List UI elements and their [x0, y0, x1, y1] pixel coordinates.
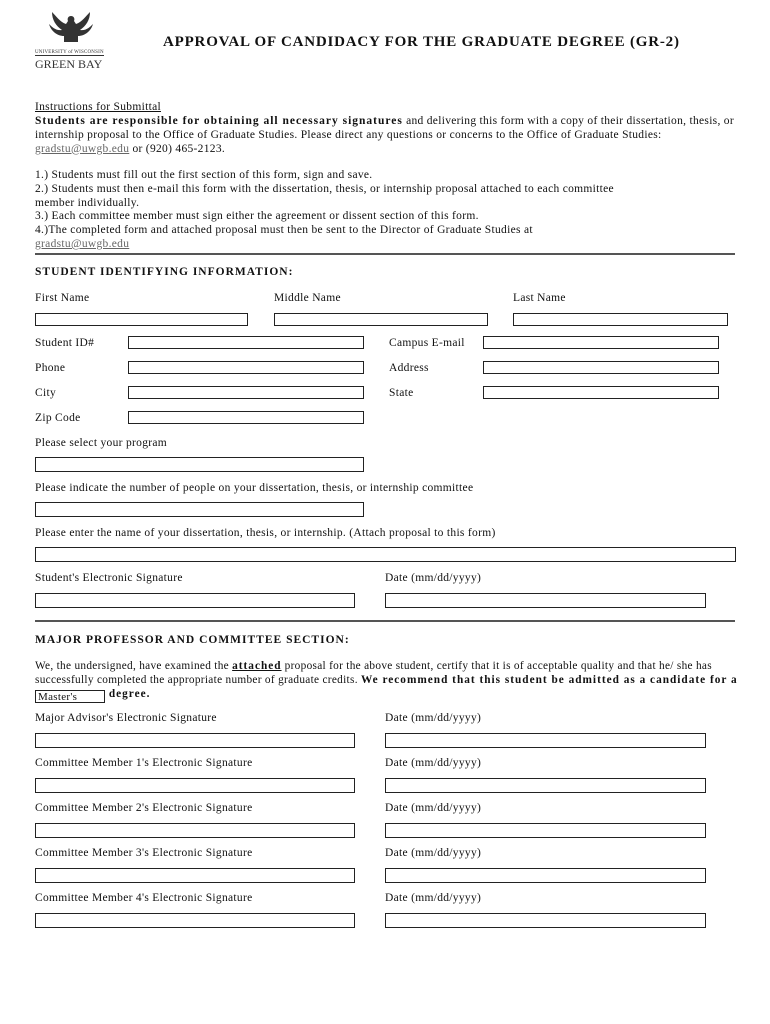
step: 4.)The completed form and attached proposal must then be sent to the Director of Graduate Studies at [35, 224, 533, 237]
dissertation-title-input[interactable] [35, 547, 736, 562]
signature-label: Committee Member 4's Electronic Signature [35, 892, 253, 904]
address-input[interactable] [483, 361, 719, 374]
label: City [35, 387, 57, 399]
phoenix-icon [35, 10, 107, 50]
label: Last Name [513, 292, 566, 304]
signature-input[interactable] [35, 778, 355, 793]
steps-list [35, 169, 625, 252]
signature-label: Committee Member 1's Electronic Signature [35, 757, 253, 769]
step: 1.) Students must fill out the first section of this form, sign and save. [35, 169, 373, 181]
middle-name-input[interactable] [274, 313, 488, 326]
committee-count-input[interactable] [35, 502, 364, 517]
date-input[interactable] [385, 913, 706, 928]
label: Please enter the name of your dissertation, thesis, or internship. (Attach proposal to this form) [35, 527, 496, 539]
date-label: Date (mm/dd/yyyy) [385, 892, 482, 904]
last-name-input[interactable] [513, 313, 728, 326]
step: 3.) Each committee member must sign either the agreement or dissent section of this form. [35, 210, 479, 223]
label: Please indicate the number of people on your dissertation, thesis, or internship committee [35, 482, 474, 494]
certification-text: We, the undersigned, have examined the attached proposal for the above student, certify that it is of acceptable quality and that he/ she has successfully completed the appropriate number of graduate credits. We recommend that this student be admitted as a candidate for a Master's degree. [35, 660, 738, 703]
date-input[interactable] [385, 733, 706, 748]
signature-input[interactable] [35, 868, 355, 883]
date-label: Date (mm/dd/yyyy) [385, 847, 482, 859]
date-input[interactable] [385, 823, 706, 838]
email-link[interactable]: gradstu@uwgb.edu [35, 142, 130, 155]
label: State [389, 387, 414, 399]
date-label: Date (mm/dd/yyyy) [385, 802, 482, 814]
label: Date (mm/dd/yyyy) [385, 572, 482, 584]
degree-select[interactable]: Master's [35, 690, 105, 703]
student-signature-input[interactable] [35, 593, 355, 608]
instructions-text: Students are responsible for obtaining all necessary signatures and delivering this form with a copy of their dissertation, thesis, or internship proposal to the Office of Graduate Studies. Please direct any questions or concerns to the Office of Graduate Studies: gradstu@uwgb.edu or (920) 465-2123. [35, 115, 734, 155]
label: Address [389, 362, 429, 374]
phone-input[interactable] [128, 361, 364, 374]
date-label: Date (mm/dd/yyyy) [385, 757, 482, 769]
page-title: APPROVAL OF CANDIDACY FOR THE GRADUATE DEGREE (GR-2) [163, 34, 680, 50]
signature-input[interactable] [35, 733, 355, 748]
signature-input[interactable] [35, 913, 355, 928]
student-date-input[interactable] [385, 593, 706, 608]
instructions-heading: Instructions for Submittal [35, 101, 161, 113]
student-id-input[interactable] [128, 336, 364, 349]
date-label: Date (mm/dd/yyyy) [385, 712, 482, 724]
signature-input[interactable] [35, 823, 355, 838]
state-input[interactable] [483, 386, 719, 399]
divider [35, 620, 735, 622]
date-input[interactable] [385, 868, 706, 883]
signature-label: Committee Member 2's Electronic Signature [35, 802, 253, 814]
divider [35, 253, 735, 255]
uwgb-logo: UNIVERSITY of WISCONSIN GREEN BAY [35, 10, 107, 72]
step: 2.) Students must then e-mail this form with the dissertation, thesis, or internship proposal attached to each committee member individually. [35, 182, 614, 209]
date-input[interactable] [385, 778, 706, 793]
label: Student's Electronic Signature [35, 572, 183, 584]
campus-email-input[interactable] [483, 336, 719, 349]
signature-label: Committee Member 3's Electronic Signature [35, 847, 253, 859]
label: Student ID# [35, 337, 95, 349]
label: Phone [35, 362, 66, 374]
label: Campus E-mail [389, 337, 465, 349]
label: Please select your program [35, 437, 168, 449]
city-input[interactable] [128, 386, 364, 399]
label: Middle Name [274, 292, 341, 304]
label: First Name [35, 292, 90, 304]
signature-label: Major Advisor's Electronic Signature [35, 712, 217, 724]
section-heading: MAJOR PROFESSOR AND COMMITTEE SECTION: [35, 634, 350, 646]
email-link[interactable]: gradstu@uwgb.edu [35, 237, 130, 250]
label: Zip Code [35, 412, 81, 424]
program-select[interactable] [35, 457, 364, 472]
first-name-input[interactable] [35, 313, 248, 326]
zip-code-input[interactable] [128, 411, 364, 424]
section-heading: STUDENT IDENTIFYING INFORMATION: [35, 266, 294, 278]
